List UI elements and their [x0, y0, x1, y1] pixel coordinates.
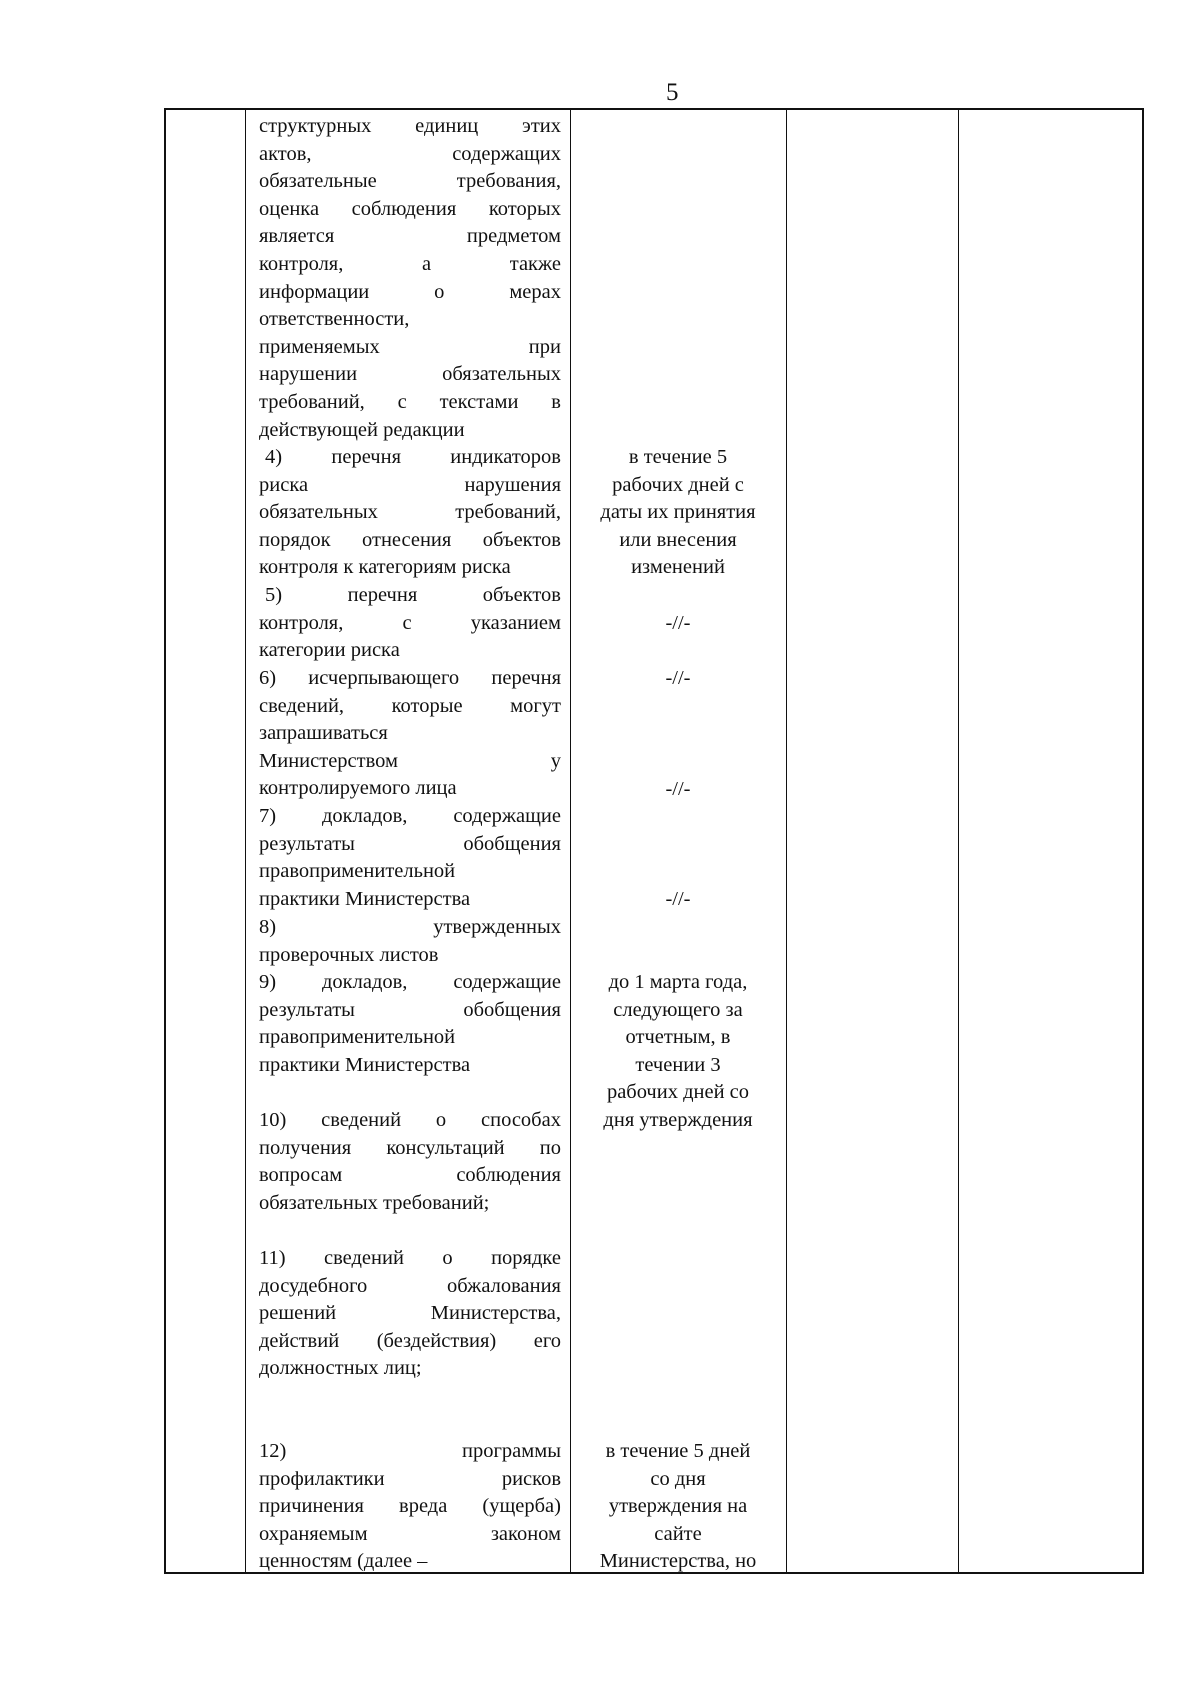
word: докладов, — [321, 805, 408, 827]
word: этих — [522, 115, 561, 137]
word: 6) — [259, 667, 277, 689]
column2_blocks-line — [259, 141, 561, 169]
column2_blocks-line — [259, 748, 561, 776]
word: получения — [259, 1136, 352, 1159]
column-divider-3 — [786, 108, 787, 1574]
word: порядок — [259, 528, 331, 551]
word: предметом — [466, 225, 561, 248]
word: единиц — [415, 115, 479, 137]
word: о — [435, 1109, 447, 1131]
word: содержащие — [453, 805, 561, 827]
word: также — [509, 252, 561, 275]
column3_blocks-line: или внесения — [619, 528, 737, 551]
column3_blocks-line: сайте — [654, 1522, 702, 1545]
word: рисков — [501, 1467, 561, 1490]
word: отнесения — [362, 528, 452, 551]
column2_blocks-line — [259, 969, 561, 997]
word: перечня — [331, 446, 401, 468]
column3_blocks-block — [580, 886, 776, 914]
column3_blocks-line: со дня — [650, 1467, 706, 1490]
column3_blocks-line: в течение 5 дней — [605, 1440, 751, 1462]
word: результаты — [259, 832, 355, 855]
word: 8) — [259, 916, 277, 938]
column2_blocks-line — [259, 168, 561, 196]
word: мерах — [509, 280, 561, 303]
column2_blocks-line — [259, 444, 561, 472]
column2_blocks-line: правоприменительной — [259, 860, 456, 883]
column2_blocks-line — [259, 1493, 561, 1521]
column2_blocks-line: контролируемого лица — [259, 777, 457, 800]
column3_blocks-block — [580, 969, 776, 1135]
word: в — [551, 390, 561, 413]
word: обобщения — [463, 998, 561, 1021]
word: могут — [510, 694, 561, 717]
column2_blocks-line — [259, 472, 561, 500]
column-divider-1 — [245, 108, 246, 1574]
word: перечня — [347, 584, 418, 606]
column2_blocks-block — [259, 582, 561, 665]
column2_blocks-line — [259, 582, 561, 610]
column2_blocks-line — [259, 803, 561, 831]
column2_blocks-line — [259, 831, 561, 859]
column2_blocks-line — [259, 223, 561, 251]
column2_blocks-line — [259, 914, 561, 942]
column2_blocks-line — [259, 610, 561, 638]
column3_blocks-line: до 1 марта года, — [608, 971, 748, 993]
column3_blocks-line: течении 3 — [635, 1053, 721, 1076]
column2_blocks-line: практики Министерства — [259, 887, 471, 910]
word: обобщения — [463, 832, 561, 855]
word: 9) — [259, 971, 277, 993]
column2_blocks-line — [259, 113, 561, 141]
word: сведений — [321, 1109, 402, 1131]
word: 11) — [259, 1247, 286, 1269]
column2_blocks-block — [259, 1245, 561, 1383]
word: индикаторов — [450, 446, 561, 468]
word: у — [550, 749, 561, 772]
column2_blocks-line: должностных лиц; — [259, 1357, 422, 1380]
word: профилактики — [259, 1467, 385, 1490]
word: досудебного — [259, 1274, 368, 1297]
column2_blocks-line — [259, 499, 561, 527]
column3_blocks-block — [580, 444, 776, 582]
word: сведений, — [259, 694, 345, 717]
word: 7) — [259, 805, 277, 827]
column2_blocks-block — [259, 914, 561, 969]
word: а — [422, 252, 432, 275]
word: Министерством — [259, 749, 398, 772]
word: причинения — [259, 1495, 364, 1518]
column2_blocks-block — [259, 1438, 561, 1576]
column3_blocks-line: даты их принятия — [600, 501, 756, 524]
column2_blocks-line — [259, 361, 561, 389]
word: обжалования — [447, 1274, 561, 1297]
word: содержащие — [453, 971, 561, 993]
word: объектов — [482, 528, 561, 551]
word: 4) — [265, 446, 283, 468]
column3_blocks-line: рабочих дней с — [612, 473, 744, 496]
column2_blocks-line — [259, 1135, 561, 1163]
word: 10) — [259, 1109, 287, 1131]
column2_blocks-line — [259, 1273, 561, 1301]
word: нарушения — [464, 473, 561, 496]
column2_blocks-line: запрашиваться — [259, 722, 388, 745]
word: актов, — [259, 142, 312, 165]
word: его — [533, 1329, 561, 1352]
word: способах — [481, 1109, 561, 1131]
column2_blocks-line — [259, 1162, 561, 1190]
column3_blocks-line: Министерства, но — [599, 1550, 757, 1573]
column2_blocks-line — [259, 527, 561, 555]
word: при — [528, 335, 561, 358]
word: нарушении — [259, 363, 358, 386]
column2_blocks-line: практики Министерства — [259, 1053, 471, 1076]
column2_blocks-line — [259, 693, 561, 721]
column2_blocks-line — [259, 1107, 561, 1135]
word: решений — [259, 1302, 337, 1325]
word: о — [442, 1247, 453, 1269]
column3_blocks-line: в течение 5 — [628, 446, 728, 468]
column3_blocks-block — [580, 1438, 776, 1576]
column2_blocks-line — [259, 1438, 561, 1466]
word: результаты — [259, 998, 355, 1021]
column2_blocks-line — [259, 334, 561, 362]
word: охраняемым — [259, 1522, 368, 1545]
word: консультаций — [386, 1136, 505, 1159]
word: 5) — [265, 584, 283, 606]
column2_blocks-line: действующей редакции — [259, 418, 465, 441]
column3_blocks-line: -//- — [665, 667, 691, 689]
word: перечня — [491, 667, 561, 689]
column3_blocks-line: -//- — [665, 778, 691, 800]
column2_blocks-line — [259, 665, 561, 693]
word: 12) — [259, 1440, 287, 1462]
column3_blocks-block — [580, 610, 776, 638]
column2_blocks-line: категории риска — [259, 639, 400, 662]
word: которые — [391, 694, 463, 717]
word: структурных — [259, 115, 372, 137]
column-divider-4 — [958, 108, 959, 1574]
word: Министерства, — [430, 1302, 561, 1325]
column3_blocks-line: рабочих дней со — [606, 1081, 750, 1104]
word: соблюдения — [351, 197, 457, 220]
column2_blocks-block — [259, 444, 561, 582]
column2_blocks-line — [259, 1300, 561, 1328]
word: с — [402, 611, 412, 634]
word: информации — [259, 280, 370, 303]
column2_blocks-line: проверочных листов — [259, 943, 439, 966]
column2_blocks-line: правоприменительной — [259, 1026, 456, 1049]
word: соблюдения — [456, 1164, 561, 1187]
column2_blocks-line: ответственности, — [259, 308, 410, 331]
column3_blocks-line: -//- — [665, 612, 691, 634]
column3_blocks-line: следующего за — [613, 998, 743, 1021]
word: вреда — [399, 1495, 448, 1518]
column3_blocks-block — [580, 665, 776, 693]
word: требований, — [259, 390, 365, 413]
column2_blocks-line — [259, 997, 561, 1025]
word: порядке — [491, 1247, 561, 1269]
word: законом — [490, 1522, 561, 1545]
word: докладов, — [321, 971, 408, 993]
word: риска — [259, 473, 309, 496]
column3_blocks-block — [580, 776, 776, 804]
word: сведений — [324, 1247, 404, 1269]
column3_blocks-line: -//- — [665, 888, 691, 910]
word: обязательные — [259, 170, 377, 193]
word: объектов — [482, 584, 561, 606]
word: с — [397, 390, 407, 413]
column3_blocks-line: утверждения на — [608, 1495, 748, 1518]
word: применяемых — [259, 335, 380, 358]
column2_blocks-line: обязательных требований; — [259, 1191, 490, 1214]
word: требования, — [456, 170, 561, 193]
word: контроля, — [259, 611, 344, 634]
word: указанием — [470, 611, 561, 634]
word: оценка — [259, 197, 320, 220]
column3_blocks-line: изменений — [631, 556, 725, 579]
column2_blocks-block — [259, 113, 561, 444]
word: (ущерба) — [482, 1495, 561, 1518]
word: требований, — [455, 501, 561, 524]
word: является — [259, 225, 335, 248]
column2_blocks-block — [259, 665, 561, 803]
word: исчерпывающего — [308, 667, 460, 689]
column2_blocks-line — [259, 389, 561, 417]
word: обязательных — [259, 501, 378, 524]
column2_blocks-line — [259, 1328, 561, 1356]
column2_blocks-line — [259, 1466, 561, 1494]
word: которых — [488, 197, 561, 220]
page-number: 5 — [666, 79, 679, 106]
word: действий — [259, 1329, 340, 1352]
word: текстами — [439, 390, 519, 413]
column-divider-2 — [570, 108, 571, 1574]
column2_blocks-line — [259, 1521, 561, 1549]
word: программы — [462, 1440, 561, 1462]
column2_blocks-line — [259, 251, 561, 279]
column3_blocks-line: дня утверждения — [603, 1108, 753, 1131]
column2_blocks-line: ценностям (далее – — [259, 1550, 428, 1573]
word: (бездействия) — [376, 1329, 497, 1352]
word: обязательных — [442, 363, 561, 386]
word: утвержденных — [433, 916, 561, 938]
word: о — [434, 280, 445, 303]
word: содержащих — [452, 142, 561, 165]
word: по — [539, 1136, 561, 1159]
column2_blocks-line — [259, 1245, 561, 1273]
column2_blocks-line: контроля к категориям риска — [259, 556, 511, 579]
column2_blocks-block — [259, 1107, 561, 1217]
word: контроля, — [259, 252, 344, 275]
column2_blocks-line — [259, 279, 561, 307]
word: вопросам — [259, 1164, 343, 1187]
column3_blocks-line: отчетным, в — [625, 1026, 731, 1049]
column2_blocks-block — [259, 803, 561, 913]
column2_blocks-line — [259, 196, 561, 224]
column2_blocks-block — [259, 969, 561, 1079]
